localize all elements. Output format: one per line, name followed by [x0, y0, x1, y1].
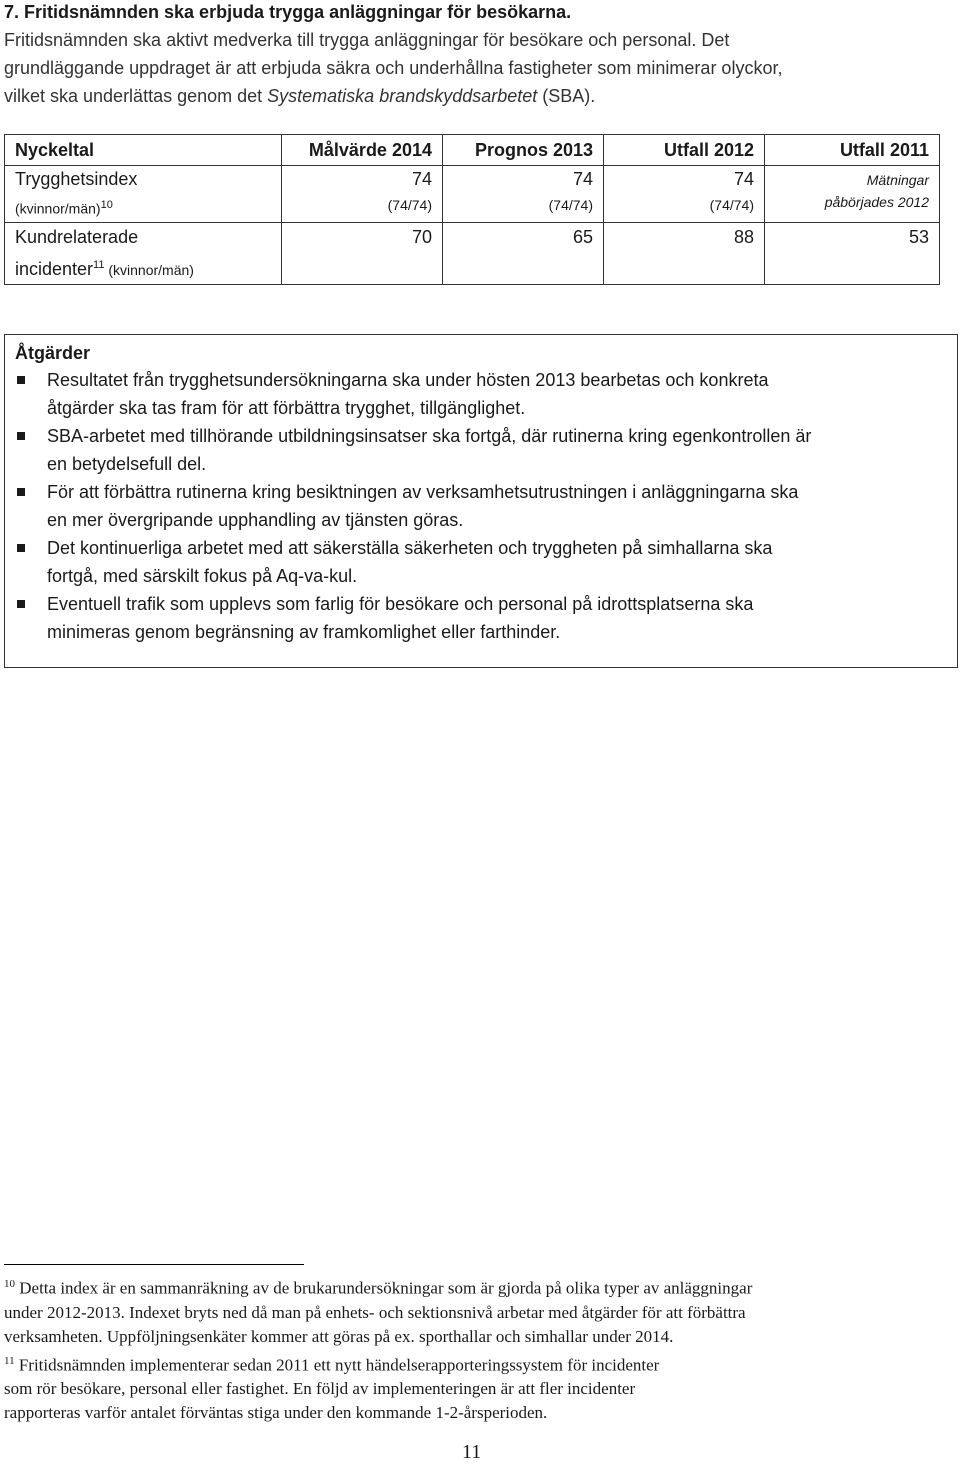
cell-value: 74: [733, 169, 754, 189]
item-line: åtgärder ska tas fram för att förbättra trygghet, tillgänglighet.: [47, 398, 526, 418]
square-bullet-icon: [17, 488, 25, 496]
actions-title: Åtgärder: [15, 343, 91, 363]
header-nyckeltal: Nyckeltal: [5, 135, 282, 166]
cell-malvarde: 70: [282, 222, 443, 284]
square-bullet-icon: [17, 600, 25, 608]
header-utfall-2012: Utfall 2012: [604, 135, 765, 166]
page-number: 11: [462, 1441, 482, 1463]
square-bullet-icon: [17, 376, 25, 384]
item-line: minimeras genom begränsning av framkomlighet eller farthinder.: [47, 622, 561, 642]
row-label: [5, 166, 282, 223]
square-bullet-icon: [17, 432, 25, 440]
footnote-text: Detta index är en sammanräkning av de brukarundersökningar som är gjorda på olika typer av anläggningar: [15, 1278, 753, 1298]
table-header-row: [5, 135, 940, 166]
footnote-ref: 11: [93, 258, 105, 271]
row-sublabel: (kvinnor/män): [15, 200, 101, 217]
header-malvarde: Målvärde 2014: [282, 135, 443, 166]
kpi-table: [4, 134, 940, 285]
item-line: SBA-arbetet med tillhörande utbildningsinsatser ska fortgå, där rutinerna kring egenkontrollen är: [47, 426, 812, 446]
item-line: fortgå, med särskilt fokus på Aq-va-kul.: [47, 566, 358, 586]
footnote-line: under 2012-2013. Indexet bryts ned då man på enhets- och sektionsnivå arbetar med åtgärder för att förbättra: [4, 1302, 746, 1322]
row-label-main: Trygghetsindex: [15, 169, 138, 189]
item-line: Resultatet från trygghetsundersökningarna ska under hösten 2013 bearbetas och konkreta: [47, 370, 769, 390]
cell-prognos: [443, 166, 604, 223]
cell-utfall-2012: [604, 166, 765, 223]
cell-utfall-2011: [765, 166, 940, 223]
footnote-line: rapporteras varför antalet förväntas stiga under den kommande 1-2-årsperioden.: [4, 1403, 548, 1423]
footnote-text: Fritidsnämnden implementerar sedan 2011 ett nytt händelserapporteringssystem för incidenter: [14, 1355, 660, 1375]
row-label-main: Kundrelaterade: [15, 226, 139, 247]
section-heading: 7. Fritidsnämnden ska erbjuda trygga anläggningar för besökarna.: [4, 2, 572, 22]
actions-list: [5, 366, 955, 646]
intro-line: Fritidsnämnden ska aktivt medverka till trygga anläggningar för besökare och personal. Det: [4, 30, 730, 50]
item-line: en betydelsefull del.: [47, 454, 207, 474]
cell-malvarde: [282, 166, 443, 223]
cell-note-line: Mätningar: [866, 172, 929, 188]
cell-utfall-2012: 88: [604, 222, 765, 284]
list-item: [5, 590, 955, 646]
table-row: [5, 166, 940, 223]
footnote-ref: 10: [100, 199, 113, 211]
header-prognos: Prognos 2013: [443, 135, 604, 166]
cell-subvalue: (74/74): [548, 197, 593, 213]
cell-subvalue: (74/74): [709, 197, 754, 213]
cell-value: 74: [572, 169, 593, 189]
footnote-separator: [4, 1264, 304, 1265]
cell-value: 74: [411, 169, 432, 189]
footnotes: [4, 1272, 949, 1425]
intro-text: (SBA).: [537, 86, 596, 106]
item-line: För att förbättra rutinerna kring besiktningen av verksamhetsutrustningen i anläggningarna ska: [47, 482, 799, 502]
table-row: [5, 222, 940, 284]
square-bullet-icon: [17, 544, 25, 552]
cell-prognos: 65: [443, 222, 604, 284]
row-label: [5, 222, 282, 284]
footnote-10: [4, 1272, 949, 1301]
header-utfall-2011: Utfall 2011: [765, 135, 940, 166]
cell-subvalue: (74/74): [387, 197, 432, 213]
row-label-text: incidenter: [15, 258, 94, 279]
footnote-number: 11: [4, 1354, 15, 1367]
actions-box: [4, 334, 958, 668]
list-item: [5, 366, 955, 422]
intro-italic-term: Systematiska brandskyddsarbetet: [267, 86, 538, 106]
row-sublabel: (kvinnor/män): [104, 261, 194, 278]
footnote-line: verksamheten. Uppföljningsenkäter kommer att göras på ex. sporthallar och simhallar under 2014.: [4, 1326, 674, 1346]
intro-line: grundläggande uppdraget är att erbjuda säkra och underhållna fastigheter som minimerar olyckor,: [4, 58, 783, 78]
item-line: Det kontinuerliga arbetet med att säkerställa säkerheten och tryggheten på simhallarna ska: [47, 538, 773, 558]
cell-note-line: påbörjades 2012: [824, 194, 929, 210]
row-label-sub: [15, 192, 271, 222]
cell-utfall-2011: 53: [765, 222, 940, 284]
footnote-11: [4, 1349, 949, 1378]
list-item: [5, 422, 955, 478]
intro-text: vilket ska underlättas genom det: [4, 86, 268, 106]
list-item: [5, 534, 955, 590]
item-line: en mer övergripande upphandling av tjänsten göras.: [47, 510, 464, 530]
intro-paragraph: [4, 26, 954, 110]
intro-line: [4, 82, 954, 110]
footnote-number: 10: [4, 1278, 15, 1290]
list-item: [5, 478, 955, 534]
footnote-line: som rör besökare, personal eller fastighet. En följd av implementeringen är att fler incidenter: [4, 1379, 636, 1399]
item-line: Eventuell trafik som upplevs som farlig för besökare och personal på idrottsplatserna ska: [47, 594, 754, 614]
row-label-second: [15, 251, 271, 284]
